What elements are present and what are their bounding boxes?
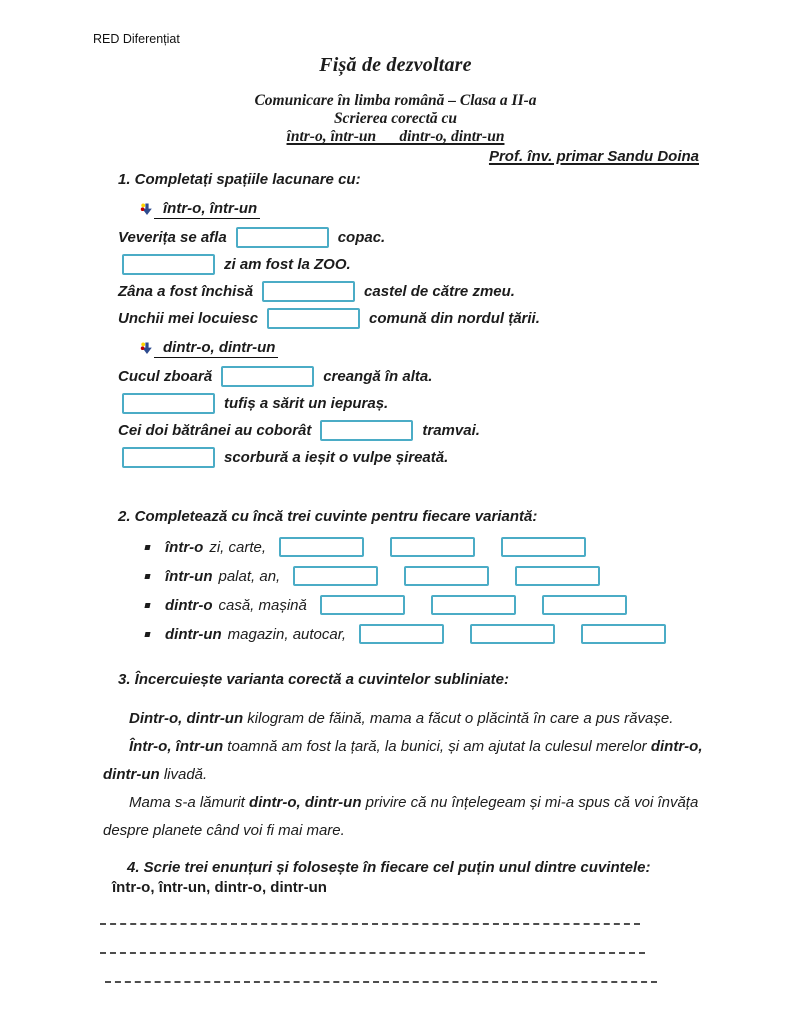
word-list-row — [145, 623, 791, 645]
group2-label-row — [140, 338, 791, 358]
corner-label: RED Diferențiat — [93, 32, 180, 46]
section4-heading: 4. Scrie trei enunțuri și folosește în fiecare cel puțin unul dintre cuvintele: — [127, 859, 651, 876]
choice-words: Dintr-o, dintr-un — [129, 710, 244, 727]
answer-box[interactable] — [470, 624, 555, 644]
keyword-label: dintr-un — [165, 625, 222, 643]
paragraph-text: Mama s-a lămurit — [129, 794, 250, 811]
answer-box[interactable] — [262, 281, 355, 302]
row-text: tramvai. — [422, 421, 480, 439]
answer-box[interactable] — [293, 566, 378, 586]
answer-box[interactable] — [279, 537, 364, 557]
fill-row — [118, 280, 791, 302]
square-bullet-icon — [144, 603, 150, 608]
answer-box[interactable] — [122, 254, 215, 275]
row-text: tufiș a sărit un iepuraș. — [224, 394, 389, 412]
section4-words: într-o, într-un, dintr-o, dintr-un — [112, 879, 327, 896]
answer-box[interactable] — [581, 624, 666, 644]
answer-box[interactable] — [320, 595, 405, 615]
answer-box[interactable] — [501, 537, 586, 557]
keywords-line: într-o, într-un dintr-o, dintr-un — [286, 128, 505, 145]
answer-box[interactable] — [221, 366, 314, 387]
fill-row — [122, 446, 791, 468]
answer-box[interactable] — [542, 595, 627, 615]
answer-box[interactable] — [515, 566, 600, 586]
group1-label: într-o, într-un — [154, 200, 260, 219]
fill-row — [122, 392, 791, 414]
fill-row — [118, 419, 791, 441]
row-text: Zâna a fost închisă — [118, 282, 254, 300]
word-list-row — [145, 594, 791, 616]
row-text: Veverița se afla — [118, 228, 227, 246]
keyword-label: într-o — [165, 538, 204, 556]
fill-row — [122, 253, 791, 275]
worksheet-header — [0, 0, 791, 165]
subtitle-block — [0, 92, 791, 146]
keyword-label: într-un — [165, 567, 213, 585]
examples-text: casă, mașină — [218, 596, 307, 614]
group2-label: dintr-o, dintr-un — [154, 339, 278, 358]
examples-text: palat, an, — [218, 567, 281, 585]
answer-box[interactable] — [122, 447, 215, 468]
group1-label-row — [140, 199, 791, 219]
exercise-paragraph — [103, 705, 723, 733]
word-list-row — [145, 536, 791, 558]
word-list-row — [145, 565, 791, 587]
row-text: comună din nordul țării. — [369, 309, 540, 327]
square-bullet-icon — [144, 574, 150, 579]
answer-box[interactable] — [236, 227, 329, 248]
section2-heading: 2. Completează cu încă trei cuvinte pentru fiecare variantă: — [118, 508, 538, 525]
choice-words: dintr-o, dintr-un — [249, 794, 362, 811]
answer-box[interactable] — [431, 595, 516, 615]
keyword-label: dintr-o — [165, 596, 213, 614]
paragraph-text: toamnă am fost la țară, la bunici, și am ajutat la culesul merelor — [223, 738, 651, 755]
section3-paragraphs — [103, 705, 723, 845]
page-title: Fișă de dezvoltare — [319, 54, 472, 76]
answer-lines — [0, 923, 791, 983]
choice-words: dintr-o, dintr-un — [103, 738, 703, 783]
fill-row — [118, 226, 791, 248]
fill-row — [118, 365, 791, 387]
square-bullet-icon — [144, 632, 150, 637]
row-text: copac. — [337, 228, 386, 246]
exercise-paragraph — [103, 789, 723, 845]
paragraph-text: kilogram de făină, mama a făcut o plăcintă în care a pus răvașe. — [243, 710, 674, 727]
row-text: scorbură a ieșit o vulpe șireată. — [224, 448, 449, 466]
row-text: zi am fost la ZOO. — [224, 255, 351, 273]
answer-line — [105, 981, 657, 983]
row-text: Cei doi bătrânei au coborât — [118, 421, 312, 439]
author-line: Prof. înv. primar Sandu Doina — [488, 148, 699, 165]
choice-words: Într-o, într-un — [129, 738, 224, 755]
answer-box[interactable] — [320, 420, 413, 441]
arrow-bullet-icon — [140, 341, 154, 355]
group1-rows — [0, 226, 791, 329]
answer-box[interactable] — [404, 566, 489, 586]
subject-line: Comunicare în limba română – Clasa a II-a — [254, 92, 537, 109]
answer-line — [100, 952, 645, 954]
section3-heading: 3. Încercuiește varianta corectă a cuvintelor subliniate: — [118, 671, 509, 688]
paragraph-text: livadă. — [159, 766, 208, 783]
fill-row — [118, 307, 791, 329]
answer-box[interactable] — [267, 308, 360, 329]
answer-box[interactable] — [390, 537, 475, 557]
group2-rows — [0, 365, 791, 468]
square-bullet-icon — [144, 545, 150, 550]
exercise-paragraph — [103, 733, 723, 789]
section2-rows — [0, 536, 791, 645]
answer-box[interactable] — [122, 393, 215, 414]
section1-heading: 1. Completați spațiile lacunare cu: — [118, 171, 361, 188]
paragraph-text: privire că nu înțelegeam și mi-a spus că voi învăța despre planete când voi fi mai mare. — [103, 794, 699, 839]
row-text: Cucul zboară — [118, 367, 213, 385]
row-text: castel de către zmeu. — [364, 282, 515, 300]
examples-text: zi, carte, — [209, 538, 267, 556]
examples-text: magazin, autocar, — [227, 625, 347, 643]
arrow-bullet-icon — [140, 202, 154, 216]
row-text: creangă în alta. — [323, 367, 433, 385]
answer-box[interactable] — [359, 624, 444, 644]
topic-line: Scrierea corectă cu — [333, 110, 458, 127]
row-text: Unchii mei locuiesc — [118, 309, 259, 327]
answer-line — [100, 923, 640, 925]
